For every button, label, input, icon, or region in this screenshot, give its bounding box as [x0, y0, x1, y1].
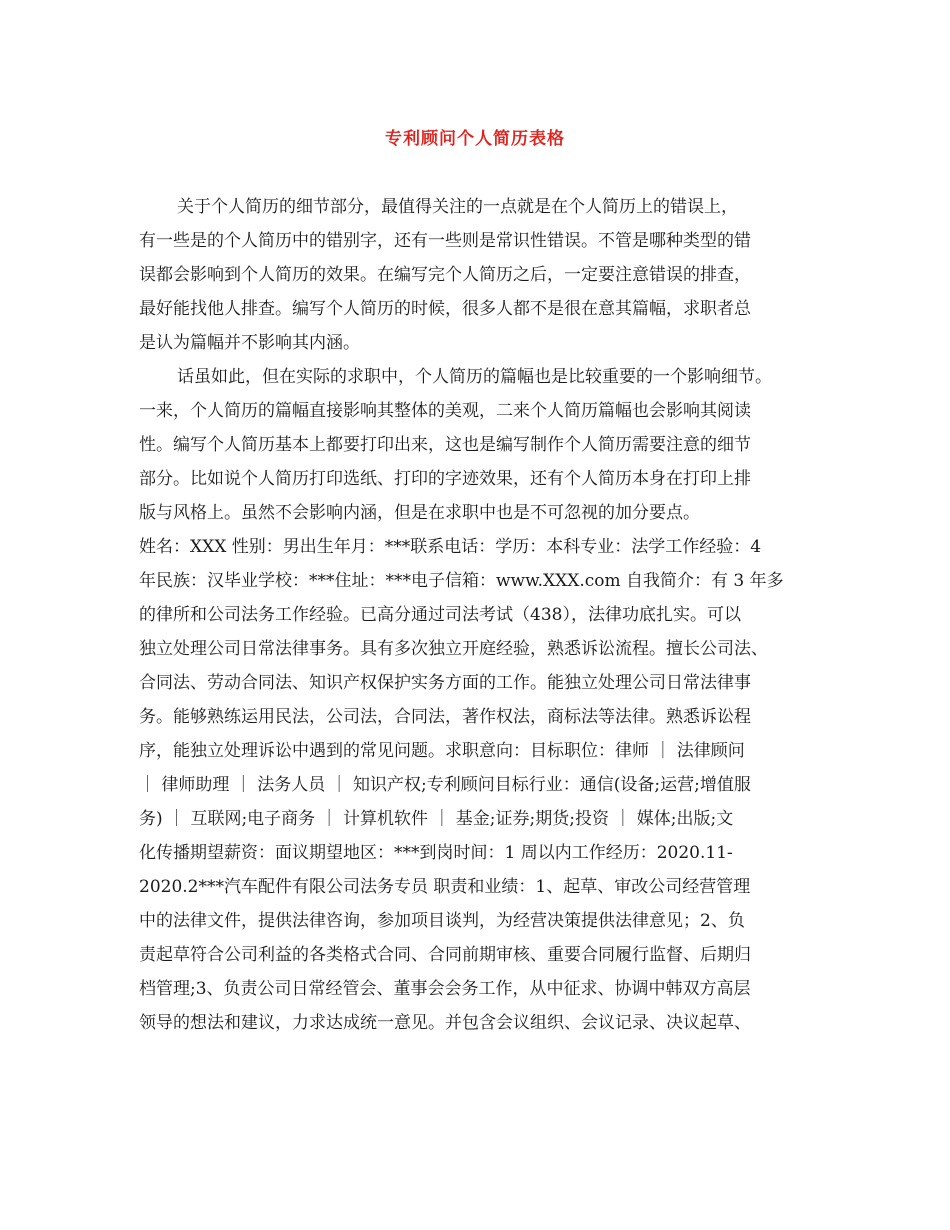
paragraph-line: 最好能找他人排查。编写个人简历的时候，很多人都不是很在意其篇幅，求职者总: [139, 299, 751, 319]
resume-line: 2020.2***汽车配件有限公司法务专员 职责和业绩：1、起草、审改公司经营管理: [139, 877, 751, 897]
paragraph-line: 误都会影响到个人简历的效果。在编写完个人简历之后，一定要注意错误的排查，: [139, 265, 751, 285]
resume-line: 合同法、劳动合同法、知识产权保护实务方面的工作。能独立处理公司日常法律事: [139, 673, 751, 693]
paragraph-line: 有一些是的个人简历中的错别字，还有一些则是常识性错误。不管是哪种类型的错: [139, 231, 751, 251]
resume-line: 档管理;3、负责公司日常经管会、董事会会务工作，从中征求、协调中韩双方高层: [139, 979, 751, 999]
paragraph-line: 一来，个人简历的篇幅直接影响其整体的美观，二来个人简历篇幅也会影响其阅读: [139, 401, 751, 421]
resume-line: 年民族：汉毕业学校：***住址：***电子信箱：www.XXX.com 自我简介：有 3 年多: [139, 571, 784, 591]
resume-line: 的律所和公司法务工作经验。已高分通过司法考试（438），法律功底扎实。可以: [139, 605, 741, 625]
resume-line: 领导的想法和建议，力求达成统一意见。并包含会议组织、会议记录、决议起草、: [139, 1013, 751, 1033]
document-title: 专利顾问个人简历表格: [385, 129, 565, 149]
resume-line: ｜ 律师助理 ｜ 法务人员 ｜ 知识产权;专利顾问目标行业：通信(设备;运营;增值服: [139, 775, 751, 795]
resume-line: 务。能够熟练运用民法，公司法，合同法，著作权法，商标法等法律。熟悉诉讼程: [139, 707, 751, 727]
paragraph-line: 部分。比如说个人简历打印选纸、打印的字迹效果，还有个人简历本身在打印上排: [139, 469, 751, 489]
paragraph-line: 性。编写个人简历基本上都要打印出来，这也是编写制作个人简历需要注意的细节: [139, 435, 751, 455]
paragraph-line: 版与风格上。虽然不会影响内涵，但是在求职中也是不可忽视的加分要点。: [139, 503, 700, 523]
paragraph-line: 关于个人简历的细节部分，最值得关注的一点就是在个人简历上的错误上，: [177, 197, 738, 217]
resume-line: 独立处理公司日常法律事务。具有多次独立开庭经验，熟悉诉讼流程。擅长公司法、: [139, 639, 768, 659]
resume-line: 化传播期望薪资：面议期望地区：***到岗时间：1 周以内工作经历：2020.11-: [139, 843, 733, 863]
resume-line: 务) ｜ 互联网;电子商务 ｜ 计算机软件 ｜ 基金;证券;期货;投资 ｜ 媒体;出版;文: [139, 809, 734, 829]
paragraph-line: 话虽如此，但在实际的求职中，个人简历的篇幅也是比较重要的一个影响细节。: [177, 367, 772, 387]
resume-line: 序，能独立处理诉讼中遇到的常见问题。求职意向：目标职位：律师 ｜ 法律顾问: [139, 741, 745, 761]
resume-line: 责起草符合公司利益的各类格式合同、合同前期审核、重要合同履行监督、后期归: [139, 945, 751, 965]
document-body: [139, 190, 811, 1040]
resume-line: 中的法律文件，提供法律咨询，参加项目谈判，为经营决策提供法律意见；2、负: [139, 911, 745, 931]
resume-line: 姓名：XXX 性别：男出生年月：***联系电话：学历：本科专业：法学工作经验：4: [139, 537, 762, 557]
paragraph-line: 是认为篇幅并不影响其内涵。: [139, 333, 360, 353]
